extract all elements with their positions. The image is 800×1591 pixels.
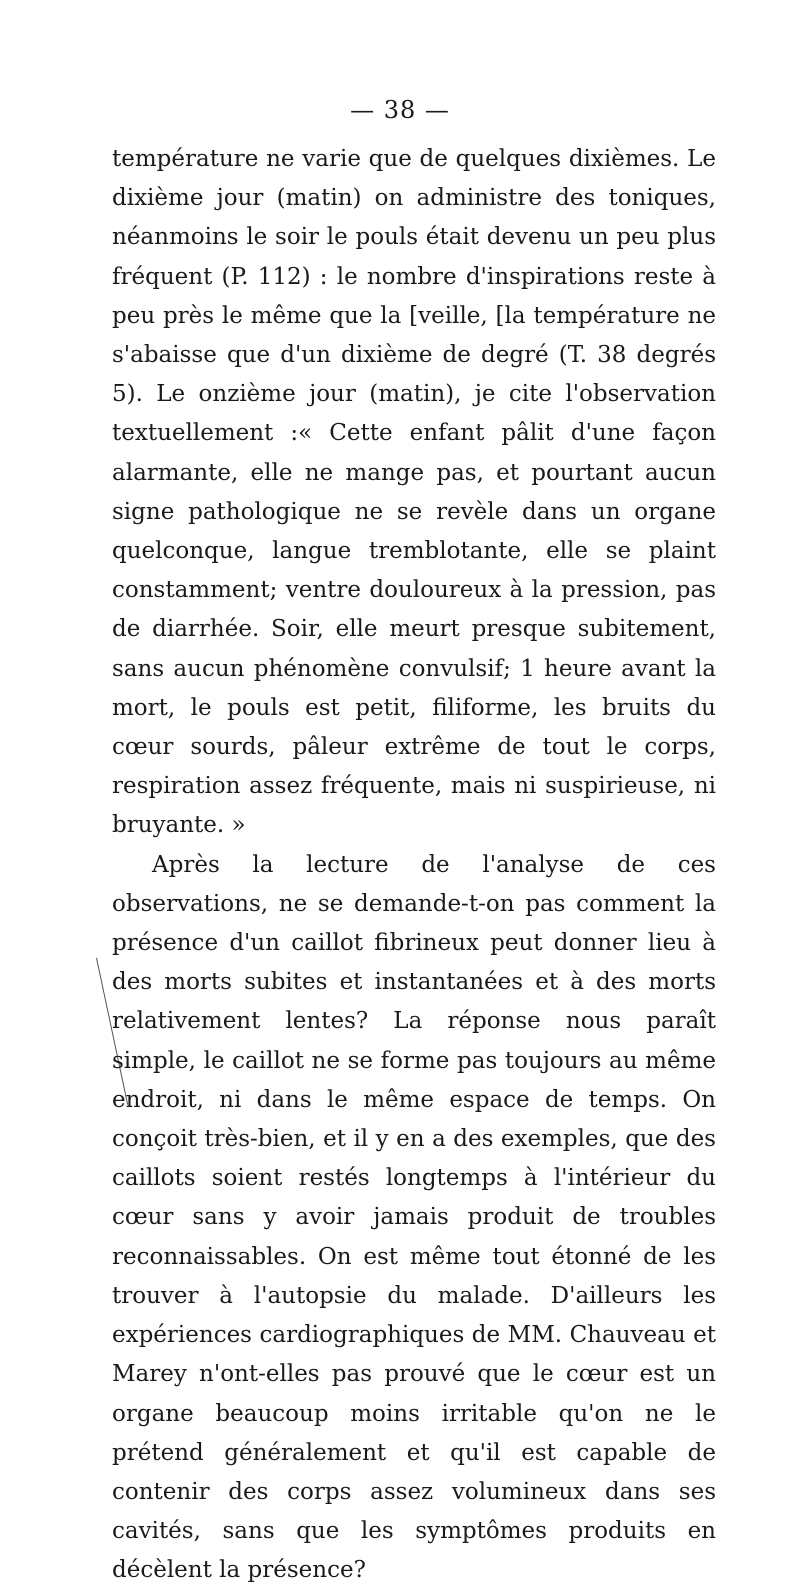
paragraph-1: température ne varie que de quelques dixièmes. Le dixième jour (matin) on administre des toniques, néanmoins le soir le pouls était devenu un peu plus fréquent (P. 112) : le nombre d'inspirations reste à peu près le même que la [veille, [la température ne s'abaisse que d'un dixième de degré (T. 38 degrés 5). Le onzième jour (matin), je cite l'observation textuellement :« Cette enfant pâlit d'une façon alarmante, elle ne mange pas, et pourtant aucun signe pathologique ne se revèle dans un organe quelconque, langue tremblotante, elle se plaint constamment; ventre douloureux à la pression, pas de diarrhée. Soir, elle meurt presque subitement, sans aucun phénomène convulsif; 1 heure avant la mort, le pouls est petit, filiforme, les bruits du cœur sourds, pâleur extrême de tout le corps, respiration assez fréquente, mais ni suspirieuse, ni bruyante. » (112, 146, 716, 839)
paragraph-2: Après la lecture de l'analyse de ces observations, ne se demande-t-on pas comment la présence d'un caillot fibrineux peut donner lieu à des morts subites et instantanées et à des morts relativement lentes? La réponse nous paraît simple, le caillot ne se forme pas toujours au même endroit, ni dans le même espace de temps. On conçoit très-bien, et il y en a des exemples, que des caillots soient restés longtemps à l'intérieur du cœur sans y avoir jamais produit de troubles reconnaissables. On est même tout étonné de les trouver à l'autopsie du malade. D'ailleurs les expériences cardiographiques de MM. Chauveau et Marey n'ont-elles pas prouvé que le cœur est un organe beaucoup moins irritable qu'on ne le prétend généralement et qu'il est capable de contenir des corps assez volumineux dans ses cavités, sans que les symptômes produits en décèlent la présence? (112, 851, 716, 1584)
body-text (112, 140, 716, 1591)
page-number: — 38 — (350, 96, 450, 124)
